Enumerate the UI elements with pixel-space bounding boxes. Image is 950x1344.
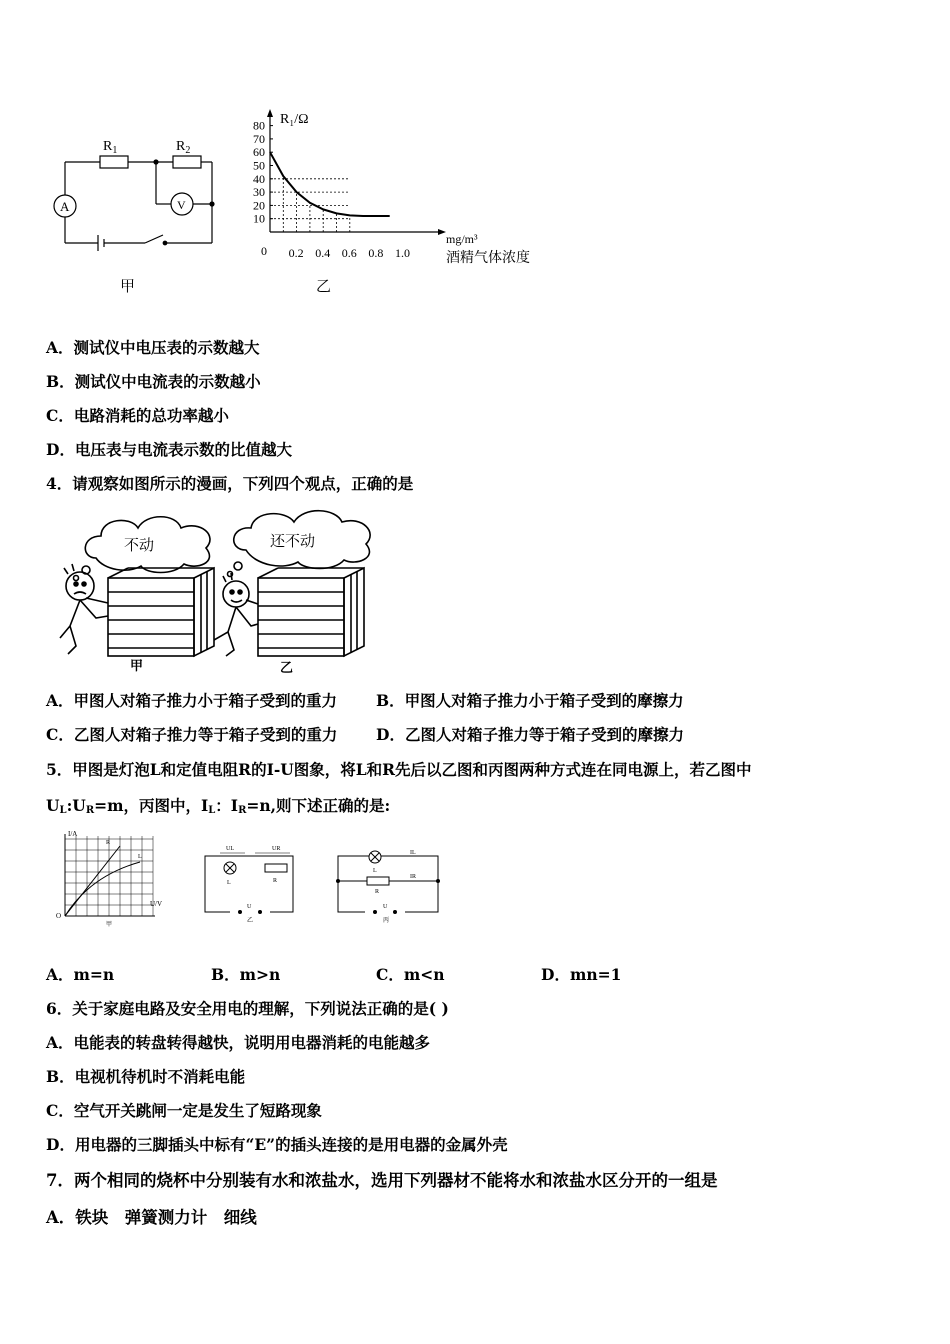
person-1-head [66, 572, 94, 600]
q4-stem: 4．请观察如图所示的漫画，下列四个观点，正确的是 [46, 474, 414, 493]
svg-text:L: L [373, 868, 377, 874]
q4-cartoon [46, 508, 396, 678]
svg-text:I/A: I/A [68, 830, 78, 838]
q4-option-c[interactable]: C．乙图人对箱子推力等于箱子受到的重力 [46, 725, 338, 744]
svg-text:U: U [383, 904, 388, 910]
svg-text:IL: IL [410, 850, 416, 856]
q6-option-c[interactable]: C．空气开关跳闸一定是发生了短路现象 [46, 1101, 322, 1120]
q6-option-d[interactable]: D．用电器的三脚插头中标有“E”的插头连接的是用电器的金属外壳 [46, 1135, 508, 1154]
y-axis-arrow [267, 109, 273, 117]
resistance-graph [253, 109, 446, 260]
fig-caption-yi: 乙 [316, 279, 332, 295]
y-tick-label: 60 [253, 145, 265, 160]
x-axis-arrow [438, 229, 446, 235]
cartoon-caption-jia: 甲 [130, 658, 144, 673]
svg-text:UR: UR [272, 846, 281, 852]
q7-stem: 7．两个相同的烧杯中分别装有水和浓盐水，选用下列器材不能将水和浓盐水区分开的一组是 [46, 1171, 718, 1190]
q4-option-b[interactable]: B．甲图人对箱子推力小于箱子受到的摩擦力 [376, 691, 684, 710]
svg-text:L: L [227, 880, 231, 886]
svg-text:R: R [375, 889, 380, 895]
resistance-curve [270, 152, 390, 216]
q5-option-a[interactable]: A．m=n [46, 965, 115, 984]
parallel-circuit [337, 851, 440, 914]
iu-graph [65, 834, 155, 916]
curve-r [65, 846, 120, 916]
x-tick-label: 0.6 [341, 246, 357, 260]
svg-text:UL: UL [226, 846, 234, 852]
y-tick-label: 70 [253, 131, 265, 146]
resistor-r1 [100, 156, 128, 168]
q5-stem-line1: 5．甲图是灯泡L和定值电阻R的I-U图象，将L和R先后以乙图和丙图两种方式连在同电源上，若乙图中 [46, 760, 752, 779]
bubble-2-text: 还不动 [270, 534, 316, 550]
y-tick-label: 80 [253, 118, 265, 133]
q5-option-d[interactable]: D．mn=1 [541, 965, 622, 984]
resistor-r2 [173, 156, 201, 168]
svg-text:乙: 乙 [247, 918, 254, 924]
cartoon-caption-yi: 乙 [280, 660, 294, 675]
ammeter-label: A [60, 199, 70, 214]
q6-option-a[interactable]: A．电能表的转盘转得越快，说明用电器消耗的电能越多 [46, 1033, 431, 1052]
q6-stem: 6．关于家庭电路及安全用电的理解，下列说法正确的是( ) [46, 999, 449, 1018]
q3-option-d[interactable]: D．电压表与电流表示数的比值越大 [46, 440, 292, 459]
y-tick-label: 30 [253, 185, 265, 200]
q5-option-b[interactable]: B．m>n [211, 965, 281, 984]
x-tick-label: 0.2 [288, 246, 304, 260]
crate-1 [108, 578, 194, 656]
q4-option-d[interactable]: D．乙图人对箱子推力等于箱子受到的摩擦力 [376, 725, 684, 744]
q3-option-a[interactable]: A．测试仪中电压表的示数越大 [46, 338, 260, 357]
q6-option-b[interactable]: B．电视机待机时不消耗电能 [46, 1067, 246, 1086]
crate-2 [258, 578, 344, 656]
graph-y-label: R₁/Ω [280, 112, 309, 127]
y-tick-label: 50 [253, 158, 265, 173]
q3-option-b[interactable]: B．测试仪中电流表的示数越小 [46, 372, 261, 391]
svg-text:丙: 丙 [383, 918, 390, 924]
svg-text:O: O [56, 912, 62, 920]
fig-caption-jia: 甲 [120, 279, 136, 295]
switch [145, 235, 163, 243]
x-tick-label: 0.4 [315, 246, 331, 260]
svg-text:U/V: U/V [150, 900, 163, 908]
graph-origin: 0 [261, 244, 267, 258]
svg-text:U: U [247, 904, 252, 910]
q5-figure [50, 826, 450, 928]
graph-x-unit: mg/m³ [446, 232, 478, 246]
svg-text:R1: $R_1$ [103, 139, 118, 156]
q3-option-c[interactable]: C．电路消耗的总功率越小 [46, 406, 229, 425]
svg-text:L: L [138, 854, 142, 860]
svg-text:IR: IR [410, 874, 416, 880]
y-tick-label: 10 [253, 211, 265, 226]
q5-option-c[interactable]: C．m<n [376, 965, 445, 984]
person-2-head [223, 581, 249, 607]
svg-text:R2: $R_2$ [176, 139, 191, 156]
svg-text:甲: 甲 [106, 922, 113, 928]
q4-option-a[interactable]: A．甲图人对箱子推力小于箱子受到的重力 [46, 691, 338, 710]
graph-x-label: 酒精气体浓度 [446, 251, 530, 266]
bubble-1-text: 不动 [124, 538, 155, 554]
x-tick-label: 0.8 [368, 246, 384, 260]
svg-text:R: R [106, 840, 111, 846]
q5-stem-line2: $U_L:U_R=m$，丙图中，$I_L$：$I_R=n$,则下述正确的是: [46, 796, 391, 816]
x-tick-label: 1.0 [395, 246, 410, 260]
circuit-diagram [54, 156, 214, 251]
voltmeter-label: V [177, 198, 186, 212]
y-tick-label: 40 [253, 171, 265, 186]
q7-option-a[interactable]: A．铁块 弹簧测力计 细线 [46, 1208, 257, 1227]
y-tick-label: 20 [253, 198, 265, 213]
q3-figure [40, 105, 560, 305]
svg-text:R: R [273, 878, 278, 884]
